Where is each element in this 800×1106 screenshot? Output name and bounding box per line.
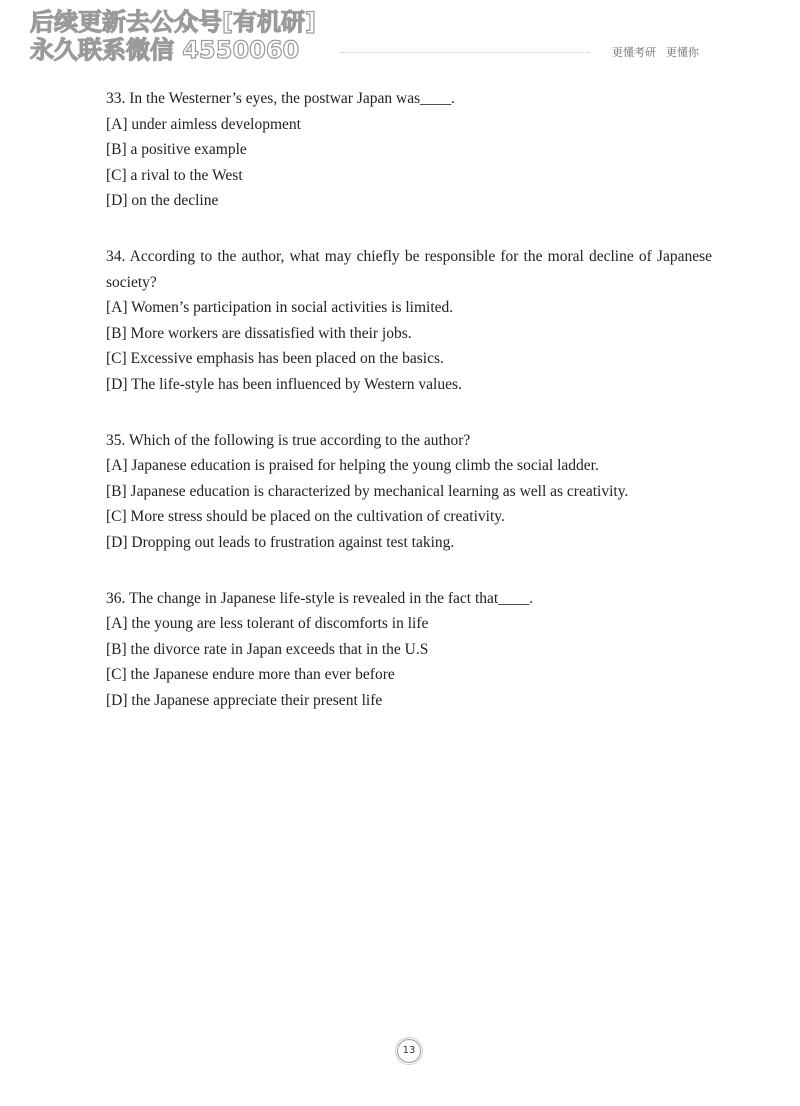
option-d: [D] the Japanese appreciate their present life <box>106 691 383 709</box>
question-stem: 35. Which of the following is true according to the author? <box>106 431 471 449</box>
option-b: [B] More workers are dissatisfied with their jobs. <box>106 324 412 342</box>
question-stem: 34. According to the author, what may chiefly be responsible for the moral decline of Japanese society? <box>106 247 712 291</box>
watermark-line-1: 后续更新去公众号[有机研] <box>30 8 316 36</box>
tagline-part-1: 更懂考研 <box>612 46 656 59</box>
question-stem: 36. The change in Japanese life-style is revealed in the fact that____. <box>106 589 534 607</box>
option-c: [C] Excessive emphasis has been placed on the basics. <box>106 350 444 368</box>
question-list <box>106 86 712 743</box>
option-a: [A] Japanese education is praised for helping the young climb the social ladder. <box>106 457 599 475</box>
header-tagline <box>612 44 699 60</box>
question-34 <box>106 244 712 398</box>
watermark-line-2: 永久联系微信 4550060 <box>30 36 300 64</box>
header-divider <box>340 52 590 53</box>
option-a: [A] under aimless development <box>106 115 301 133</box>
option-d: [D] Dropping out leads to frustration against test taking. <box>106 533 455 551</box>
option-b: [B] the divorce rate in Japan exceeds that in the U.S <box>106 640 429 658</box>
page-number-badge <box>395 1038 423 1064</box>
watermark <box>30 8 316 64</box>
question-33 <box>106 86 712 214</box>
page-header <box>0 0 800 70</box>
option-b: [B] a positive example <box>106 141 247 159</box>
option-d: [D] The life-style has been influenced by Western values. <box>106 375 462 393</box>
page-number: 13 <box>402 1045 416 1056</box>
option-c: [C] the Japanese endure more than ever before <box>106 666 395 684</box>
tagline-part-2: 更懂你 <box>666 46 699 59</box>
option-a: [A] the young are less tolerant of discomforts in life <box>106 615 429 633</box>
question-36 <box>106 586 712 714</box>
option-c: [C] a rival to the West <box>106 166 243 184</box>
option-a: [A] Women’s participation in social activities is limited. <box>106 299 454 317</box>
question-35 <box>106 428 712 556</box>
option-d: [D] on the decline <box>106 192 219 210</box>
option-c: [C] More stress should be placed on the cultivation of creativity. <box>106 508 505 526</box>
question-stem: 33. In the Westerner’s eyes, the postwar Japan was____. <box>106 90 455 107</box>
option-b: [B] Japanese education is characterized by mechanical learning as well as creativity. <box>106 482 629 500</box>
